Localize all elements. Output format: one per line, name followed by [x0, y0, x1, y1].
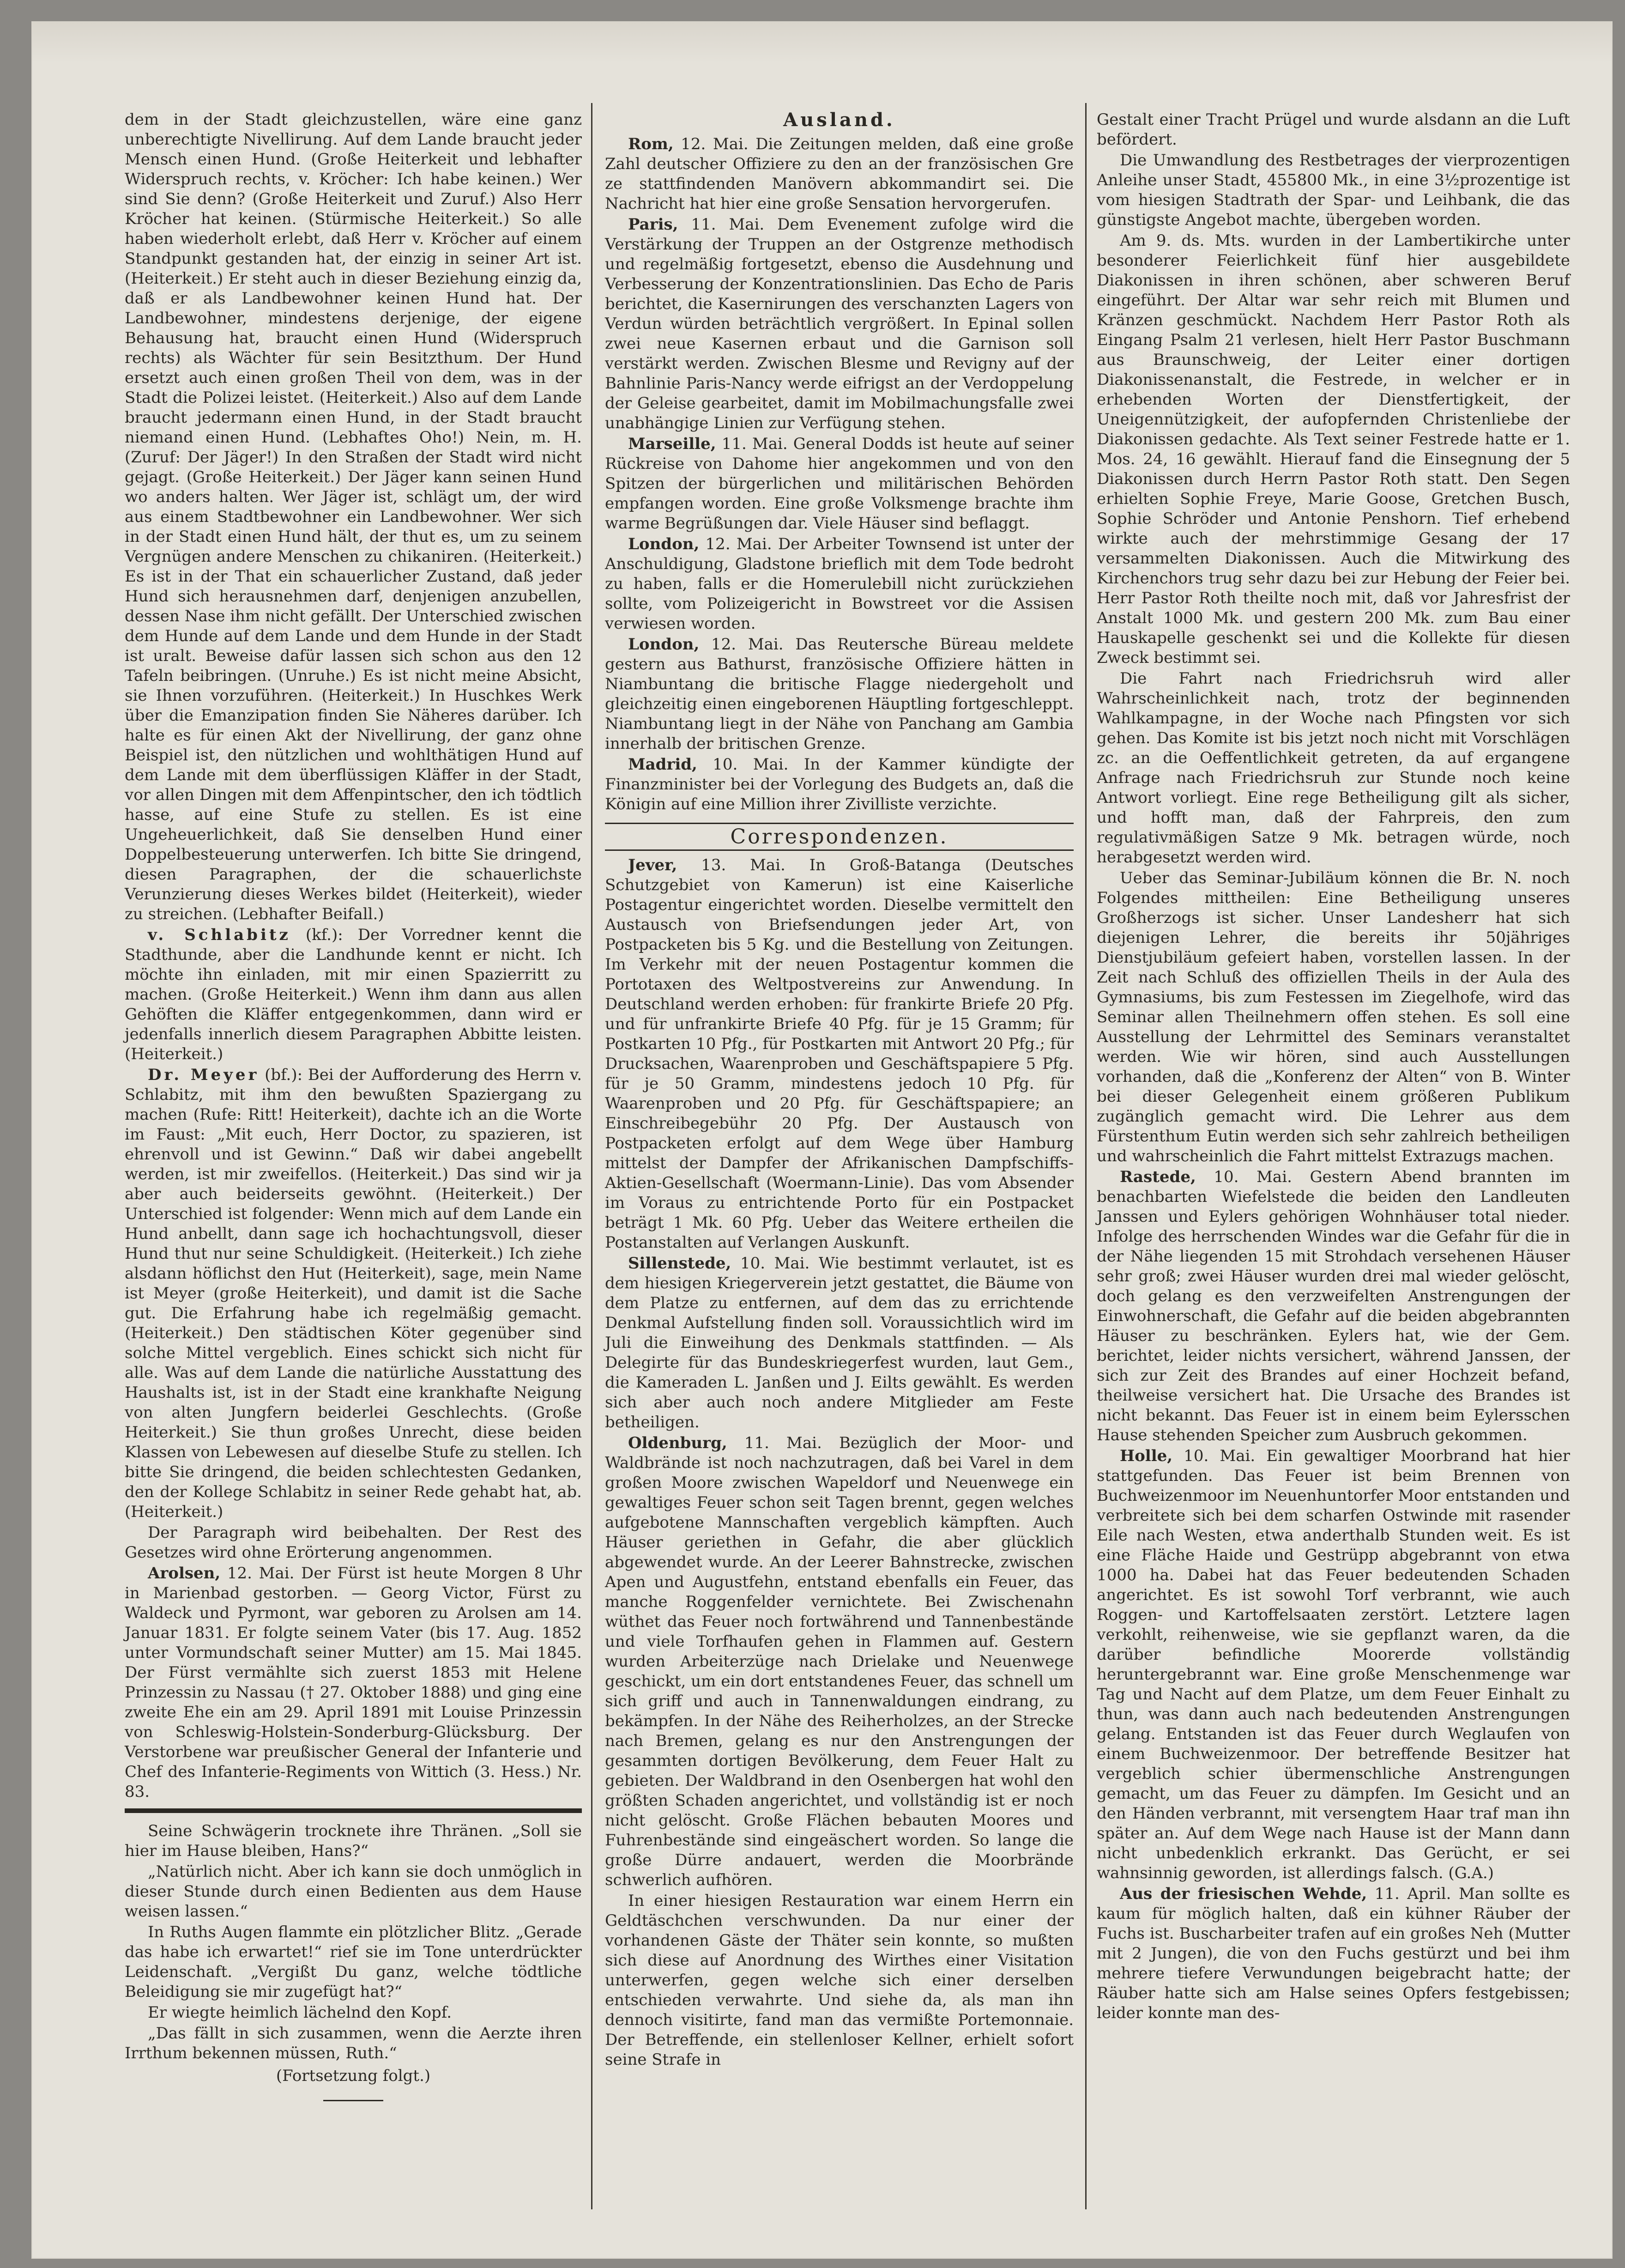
news-item: Die Umwandlung des Restbetrages der vierprozentigen Anleihe unser Stadt, 455800 Mk., in eine 3½prozentige ist vom hiesigen Stadtrath der Spar- und Leihbank, die das günstigste Angebot machte, übergeben worden.	[1097, 151, 1570, 229]
dateline-place: Aus der friesischen Wehde,	[1120, 1885, 1367, 1903]
speech-text: (bf.): Bei der Aufforderung des Herrn v. Schlabitz, mit ihm den bewußten Spaziergang zu machen (Rufe: Ritt! Heiterkeit), dachte ich an die Worte im Faust: „Mit euch, Herr Doctor, zu spazieren, ist ehrenvoll und ist Gewinn.“ Daß wir dabei angebellt werden, ist mir zweifellos. (Heiterkeit.) Das sind wir ja aber auch beiderseits gewöhnt. (Heiterkeit.) Der Unterschied ist folgender: Wenn mich auf dem Lande ein Hund anbellt, dann sage ich hochachtungsvoll, dieser Hund thut nur seine Schuldigkeit. (Heiterkeit.) Ich ziehe alsdann höflichst den Hut (Heiterkeit), sage, mein Name ist Meyer (große Heiterkeit), und damit ist die Sache gut. Die Erfahrung habe ich regelmäßig gemacht. (Heiterkeit.) Den städtischen Köter gegenüber sind solche Mittel vergeblich. Eines schickt sich nicht für alle. Was auf dem Lande die natürliche Ausstattung des Haushalts ist, ist in der Stadt eine krankhafte Neigung von alten Jungfern beiderlei Geschlechts. (Große Heiterkeit.) Sie thun großes Unrecht, diese beiden Klassen von Lebewesen auf dieselbe Stufe zu stellen. Ich bitte Sie dringend, die beiden schlechtesten Gedanken, den der Kollege Schlabitz in seiner Rede gehabt hat, ab. (Heiterkeit.)	[125, 1066, 582, 1521]
continued-note: (Fortsetzung folgt.)	[276, 2067, 431, 2085]
feuilleton-paragraph: „Das fällt in sich zusammen, wenn die Aerzte ihren Irrthum bekennen müssen, Ruth.“	[125, 2024, 582, 2062]
feuilleton-paragraph: „Natürlich nicht. Aber ich kann sie doch unmöglich in dieser Stunde durch einen Bedienten aus dem Hause weisen lassen.“	[125, 1862, 582, 1921]
section-heading-ausland: Ausland.	[783, 109, 895, 131]
feuilleton-paragraph: Seine Schwägerin trocknete ihre Thränen. „Soll sie hier im Hause bleiben, Hans?“	[125, 1822, 582, 1860]
news-item	[1097, 1884, 1570, 2023]
news-text: 12. Mai. Das Reutersche Büreau meldete gestern aus Bathurst, französische Offiziere hätten in Niambuntang die britische Flagge niedergeholt und gleichzeitig einen eingeborenen Häuptling fortgeschleppt. Niambuntang liegt in der Nähe von Panchang am Gambia innerhalb der britischen Grenze.	[605, 635, 1074, 753]
speech-text: (kf.): Der Vorredner kennt die Stadthunde, aber die Landhunde kennt er nicht. Ich möchte ihn einladen, mit mir einen Spazierritt zu machen. (Große Heiterkeit.) Wenn ihm dann aus allen Gehöften die Kläffer entgegenkommen, dann wird er jedenfalls innerlich diesem Paragraphen Abbitte leisten. (Heiterkeit.)	[125, 926, 582, 1063]
news-item: Gestalt einer Tracht Prügel und wurde alsdann an die Luft befördert.	[1097, 110, 1570, 149]
news-item: Die Fahrt nach Friedrichsruh wird aller Wahrscheinlichkeit nach, trotz der beginnenden Wahlkampagne, in der Woche nach Pfingsten vor sich gehen. Das Komite ist bis jetzt noch nicht mit Vorschlägen zc. an die Oeffentlichkeit getreten, da auf ergangene Anfrage nach Friedrichsruh zur Stunde noch keine Antwort vorliegt. Eine rege Betheiligung gilt als sicher, und hofft man, daß der Fahrpreis, den zum regulativmäßigen Satze 9 Mk. betragen würde, noch herabgesetzt werden wird.	[1097, 669, 1570, 867]
news-text: 12. Mai. Der Arbeiter Townsend ist unter der Anschuldigung, Gladstone brieflich mit dem Tode bedroht zu haben, falls er die Homerulebill nicht zurückziehen sollte, vom Polizeigericht in Bowstreet vor die Assisen verwiesen worden.	[605, 535, 1074, 633]
dateline-place: Rom,	[628, 135, 674, 153]
column-2	[605, 110, 1074, 2071]
news-text: 12. Mai. Der Fürst ist heute Morgen 8 Uhr in Marienbad gestorben. — Georg Victor, Fürst zu Waldeck und Pyrmont, war geboren zu Arolsen am 14. Januar 1831. Er folgte seinem Vater (bis 17. Aug. 1852 unter Vormundschaft seiner Mutter) am 15. Mai 1845. Der Fürst vermählte sich zuerst 1853 mit Helene Prinzessin zu Nassau († 27. Oktober 1888) und ging eine zweite Ehe ein am 29. April 1891 mit Louise Prinzessin von Schleswig-Holstein-Sonderburg-Glücksburg. Der Verstorbene war preußischer General der Infanterie und Chef des Infanterie-Regiments von Wittich (3. Hess.) Nr. 83.	[125, 1564, 582, 1801]
news-item	[605, 434, 1074, 534]
end-rule	[323, 2100, 383, 2101]
section-heading-correspondenzen: Correspondenzen.	[605, 823, 1074, 851]
news-item	[605, 134, 1074, 214]
dateline-place: Jever,	[628, 856, 677, 874]
news-item	[605, 215, 1074, 433]
dateline-place: London,	[628, 535, 700, 553]
news-text: 10. Mai. Gestern Abend brannten im benachbarten Wiefelstede die beiden den Landleuten Janssen und Eylers gehörigen Wohnhäuser total nieder. Infolge des herrschenden Windes war die Gefahr für die in der Nähe liegenden 15 mit Strohdach versehenen Häuser sehr groß; zwei Häuser wurden drei mal wieder gelöscht, doch gelang es den verzweifelten Anstrengungen der Einwohnerschaft, die Gefahr auf die beiden abgebrannten Häuser zu beschränken. Eylers hat, wie der Gem. berichtet, leider nichts versichert, während Janssen, der sich zur Zeit des Brandes auf einer Hochzeit befand, theilweise versichert hat. Die Ursache des Brandes ist nicht bekannt. Das Feuer ist in einem beim Eylersschen Hause stehenden Speicher zum Ausbruch gekommen.	[1097, 1168, 1570, 1444]
speaker-name: Dr. Meyer	[148, 1066, 260, 1084]
column-rule	[591, 103, 592, 2209]
dateline-place: Sillenstede,	[628, 1254, 731, 1273]
news-item	[605, 755, 1074, 814]
news-text: 11. Mai. Dem Evenement zufolge wird die Verstärkung der Truppen an der Ostgrenze methodisch und regelmäßig fortgesetzt, ebenso die Ausdehnung und Verbesserung der Konzentrationslinien. Das Echo de Paris berichtet, die Kasernirungen des verschanzten Lagers von Verdun würden beträchtlich vergrößert. In Epinal sollen zwei neue Kasernen erbaut und die Garnison soll verstärkt werden. Zwischen Blesme und Revigny auf der Bahnlinie Paris-Nancy werde eifrigst an der Verdoppelung der Geleise gearbeitet, damit im Mobilmachungsfalle zwei unabhängige Linien zur Verfügung stehen.	[605, 215, 1074, 432]
news-item: In einer hiesigen Restauration war einem Herrn ein Geldtäschchen verschwunden. Da nur einer der vorhandenen Gäste der Thäter sein konnte, so mußten sich diese auf Anordnung des Wirthes einer Visitation unterwerfen, gegen welche sich einer derselben entschieden verwahrte. Und siehe da, als man ihn dennoch visitirte, fand man das vermißte Portemonnaie. Der Betreffende, ein stellenloser Kellner, erhielt sofort seine Strafe in	[605, 1892, 1074, 2069]
news-text: 11. Mai. General Dodds ist heute auf seiner Rückreise von Dahome hier angekommen und von den Spitzen der bürgerlichen und militärischen Behörden empfangen worden. Eine große Volksmenge brachte ihm warme Begrüßungen dar. Viele Häuser sind beflaggt.	[605, 435, 1074, 533]
news-item	[605, 1433, 1074, 1890]
article-paragraph: dem in der Stadt gleichzustellen, wäre eine ganz unberechtigte Nivellirung. Auf dem Lande braucht jeder Mensch einen Hund. (Große Heiterkeit und lebhafter Widerspruch rechts, v. Kröcher: Ich habe keinen.) Wer sind Sie denn? (Große Heiterkeit und Zuruf.) Also Herr Kröcher hat keinen. (Stürmische Heiterkeit.) So alle haben wiederholt erlebt, daß Herr v. Kröcher auf einem Standpunkt gestanden hat, der einzig in seiner Art ist. (Heiterkeit.) Er steht auch in dieser Beziehung einzig da, daß er als Landbewohner keinen Hund hat. Der Landbewohner, mindestens derjenige, der eigene Behausung hat, braucht einen Hund (Widerspruch rechts) als Wächter für sein Besitzthum. Der Hund ersetzt auch einen großen Theil von dem, was in der Stadt die Polizei leistet. (Heiterkeit.) Also auf dem Lande braucht jedermann einen Hund, in der Stadt braucht niemand einen Hund. (Lebhaftes Oho!) Nein, m. H. (Zuruf: Der Jäger!) In den Straßen der Stadt wird nicht gejagt. (Große Heiterkeit.) Der Jäger kann seinen Hund wo anders halten. Wer Jäger ist, schlägt um, der wird aus einem Stadtbewohner ein Landbewohner. Wer sich in der Stadt einen Hund hält, der thut es, um zu seinem Vergnügen andere Menschen zu chikaniren. (Heiterkeit.) Es ist in der That ein schauerlicher Zustand, daß jeder Hund sich herausnehmen darf, denjenigen anzubellen, dessen Nase ihm nicht gefällt. Der Unterschied zwischen dem Hunde auf dem Lande und dem Hunde in der Stadt ist uralt. Beweise dafür lassen sich schon aus den 12 Tafeln beibringen. (Unruhe.) Es ist nicht meine Absicht, sie Ihnen vorzuführen. (Heiterkeit.) In Huschkes Werk über die Emanzipation finden Sie Näheres darüber. Ich halte es für einen Akt der Nivellirung, der ganz ohne Beispiel ist, den nützlichen und wohlthätigen Hund auf dem Lande mit dem überflüssigen Kläffer in der Stadt, vor allen Dingen mit dem Affenpintscher, den ich tödtlich hasse, auf eine Stufe zu stellen. Es ist eine Ungeheuerlichkeit, daß Sie denselben Hund einer Doppelbesteuerung unterwerfen. Ich bitte Sie dringend, diesen Paragraphen, der die schauerlichste Verunzierung dieses Werkes bildet (Heiterkeit), wieder zu streichen. (Lebhafter Beifall.)	[125, 110, 582, 923]
feuilleton-divider	[125, 1808, 582, 1813]
column-1	[125, 110, 582, 2101]
news-item: Ueber das Seminar-Jubiläum können die Br. N. noch Folgendes mittheilen: Eine Betheiligung unseres Großherzogs ist sicher. Unser Landesherr hat sich diejenigen Lehrer, die bereits ihr 50jähriges Dienstjubiläum gefeiert haben, vorstellen lassen. In der Zeit nach Schluß des offiziellen Theils in der Aula des Gymnasiums, bis zum Festessen im Ziegelhofe, wird das Seminar allen Theilnehmern offen stehen. Es soll eine Ausstellung der Lehrmittel des Seminars veranstaltet werden. Wie wir hören, sind auch Ausstellungen vorhanden, daß die „Konferenz der Alten“ von B. Winter bei dieser Gelegenheit einem größeren Publikum zugänglich gemacht wird. Die Lehrer aus dem Fürstenthum Eutin werden sich sehr zahlreich betheiligen und wahrscheinlich die Fahrt mittelst Extrazugs machen.	[1097, 869, 1570, 1165]
news-item	[605, 855, 1074, 1253]
news-text: 13. Mai. In Groß-Batanga (Deutsches Schutzgebiet von Kamerun) ist eine Kaiserliche Postagentur eingerichtet worden. Dieselbe vermittelt den Austausch von Briefsendungen jeder Art, von Postpacketen bis 5 Kg. und die Bestellung von Zeitungen. Im Verkehr mit der neuen Postagentur kommen die Portotaxen des Weltpostvereins zur Anwendung. In Deutschland werden erhoben: für frankirte Briefe 20 Pfg. und für unfrankirte Briefe 40 Pfg. für je 15 Gramm; für Postkarten 10 Pfg., für Postkarten mit Antwort 20 Pfg.; für Drucksachen, Waarenproben und Geschäftspapiere 5 Pfg. für je 50 Gramm, mindestens jedoch 10 Pfg. für Waarenproben und 20 Pfg. für Geschäftspapiere; an Einschreibegebühr 20 Pfg. Der Austausch von Postpacketen erfolgt auf dem Wege über Hamburg mittelst der Dampfer der Afrikanischen Dampfschiffs-Aktien-Gesellschaft (Woermann-Linie). Das vom Absender im Voraus zu entrichtende Porto für ein Postpacket beträgt 1 Mk. 60 Pfg. Ueber das Weitere ertheilen die Postanstalten auf Verlangen Auskunft.	[605, 856, 1074, 1252]
news-text: 11. Mai. Bezüglich der Moor- und Waldbrände ist noch nachzutragen, daß bei Varel in dem großen Moore zwischen Wapeldorf und Neuenwege ein gewaltiges Feuer schon seit Tagen brennt, gegen welches aufgebotene Mannschaften vergeblich kämpften. Auch Häuser geriethen in Gefahr, die aber glücklich abgewendet wurde. An der Leerer Bahnstrecke, zwischen Apen und Augustfehn, entstand ebenfalls ein Feuer, das manche Roggenfelder vernichtete. Bei Zwischenahn wüthet das Feuer noch fortwährend und Tannenbestände und viele Torfhaufen gehen in Flammen auf. Gestern wurden Arbeiterzüge nach Drielake und Neuenwege geschickt, um ein dort entstandenes Feuer, das schnell um sich griff und auch in Tannenwaldungen eindrang, zu bekämpfen. In der Nähe des Reiherholzes, an der Strecke nach Bremen, gelang es nur den Anstrengungen der gesammten dortigen Bevölkerung, dem Feuer Halt zu gebieten. Der Waldbrand in den Osenbergen hat wohl den größten Schaden angerichtet, und vollständig ist er noch nicht gelöscht. Große Flächen bebauten Moores und Fuhrenbestände sind eingeäschert worden. So lange die große Dürre andauert, werden die Moorbrände schwerlich aufhören.	[605, 1434, 1074, 1889]
news-item	[605, 635, 1074, 754]
news-text: 10. Mai. In der Kammer kündigte der Finanzminister bei der Vorlegung des Budgets an, daß die Königin auf eine Million ihrer Zivilliste verzichte.	[605, 755, 1074, 813]
news-text: 10. Mai. Wie bestimmt verlautet, ist es dem hiesigen Kriegerverein jetzt gestattet, die Bäume von dem Platze zu entfernen, auf dem das zu errichtende Denkmal Aufstellung finden soll. Voraussichtlich wird im Juli die Einweihung des Denkmals stattfinden. — Als Delegirte für das Bundeskriegerfest wurden, laut Gem., die Kameraden L. Janßen und J. Eilts gewählt. Es werden sich aber auch noch andere Mitglieder am Feste betheiligen.	[605, 1254, 1074, 1431]
article-paragraph: Der Paragraph wird beibehalten. Der Rest des Gesetzes wird ohne Erörterung angenommen.	[125, 1523, 582, 1562]
dateline-place: London,	[628, 635, 700, 654]
newspaper-page	[32, 22, 1612, 2258]
article-paragraph	[125, 925, 582, 1064]
dateline-place: Oldenburg,	[628, 1434, 727, 1452]
column-3	[1097, 110, 1570, 2024]
news-item: Am 9. ds. Mts. wurden in der Lambertikirche unter besonderer Feierlichkeit fünf hier ausgebildete Diakonissen in ihren schönen, aber schweren Beruf eingeführt. Der Altar war sehr reich mit Blumen und Kränzen geschmückt. Nachdem Herr Pastor Roth als Eingang Psalm 21 verlesen, hielt Herr Pastor Buschmann aus Braunschweig, der Leiter einer dortigen Diakonissenanstalt, die Festrede, in welcher er in erhebenden Worten der Dienstfertigkeit, der Uneigennützigkeit, der aufopfernden Christenliebe der Diakonissen gedachte. Als Text seiner Festrede hatte er 1. Mos. 24, 16 gewählt. Hierauf fand die Einsegnung der 5 Diakonissen durch Herrn Pastor Roth statt. Den Segen erhielten Sophie Freye, Marie Goose, Gretchen Busch, Sophie Schröder und Antonie Penshorn. Tief erhebend wirkte auch der mehrstimmige Gesang der 17 versammelten Diakonissen. Auch die Mitwirkung des Kirchenchors trug sehr dazu bei zur Hebung der Feier bei. Herr Pastor Roth theilte noch mit, daß vor Jahresfrist der Anstalt 1000 Mk. und gestern 200 Mk. zum Bau einer Hauskapelle geschenkt sei und die Kollekte für diesen Zweck bestimmt sei.	[1097, 231, 1570, 667]
column-rule	[1085, 103, 1087, 2209]
news-item	[1097, 1446, 1570, 1883]
news-text: 12. Mai. Die Zeitungen melden, daß eine große Zahl deutscher Offiziere zu den an der französischen Gre ze stattfindenden Manövern abkommandirt sei. Die Nachricht hat hier eine große Sensation hervorgerufen.	[605, 135, 1074, 213]
dateline-place: Rastede,	[1120, 1168, 1196, 1186]
article-paragraph	[125, 1065, 582, 1522]
article-paragraph	[125, 1564, 582, 1802]
dateline-place: Marseille,	[628, 435, 716, 453]
news-item	[1097, 1167, 1570, 1445]
news-item	[605, 1254, 1074, 1432]
dateline-place: Madrid,	[628, 755, 697, 774]
dateline-place: Holle,	[1120, 1447, 1173, 1465]
feuilleton-paragraph: Er wiegte heimlich lächelnd den Kopf.	[148, 2003, 452, 2022]
speaker-name: v. Schlabitz	[148, 926, 291, 944]
news-text: 11. April. Man sollte es kaum für möglich halten, daß ein kühner Räuber der Fuchs ist. Buscharbeiter trafen auf ein großes Neh (Mutter mit 2 Jungen), die von den Fuchs gestürzt und bei ihm mehrere tiefere Verwundungen beigebracht hatte; der Räuber hatte sich am Halse seines Opfers festgebissen; leider konnte man des-	[1097, 1885, 1570, 2022]
scan-edge	[32, 22, 1612, 63]
dateline-place: Paris,	[628, 215, 678, 234]
dateline-place: Arolsen,	[148, 1564, 221, 1583]
news-text: 10. Mai. Ein gewaltiger Moorbrand hat hier stattgefunden. Das Feuer ist beim Brennen von Buchweizenmoor im Neuenhuntorfer Moor entstanden und verbreitete sich bei dem scharfen Ostwinde mit rasender Eile nach Westen, etwa anderthalb Stunden weit. Es ist eine Fläche Haide und Gestrüpp abgebrannt von etwa 1000 ha. Dabei hat das Feuer bedeutenden Schaden angerichtet. Es ist sowohl Torf verbrannt, wie auch Roggen- und Kartoffelsaaten zerstört. Letztere lagen verkohlt, reihenweise, wie sie gepflanzt waren, da die darüber befindliche Moorerde vollständig heruntergebrannt war. Eine große Menschenmenge war Tag und Nacht auf dem Platze, um dem Feuer Einhalt zu thun, was dann auch nach bedeutenden Anstrengungen gelang. Entstanden ist das Feuer durch Weglaufen von einem Buchweizenmoor. Der betreffende Besitzer hat vergeblich schier übermenschliche Anstrengungen gemacht, um das Feuer zu dämpfen. Im Gesicht und an den Händen verbrannt, mit versengtem Haar traf man ihn später an. Auf dem Wege nach Hause ist der Mann dann nicht unbedenklich erkrankt. Das Gerücht, er sei wahnsinnig geworden, ist allerdings falsch. (G.A.)	[1097, 1447, 1570, 1882]
feuilleton-paragraph: In Ruths Augen flammte ein plötzlicher Blitz. „Gerade das habe ich erwartet!“ rief sie im Tone unterdrückter Leidenschaft. „Vergißt Du ganz, welche tödtliche Beleidigung sie mir zugefügt hat?“	[125, 1923, 582, 2001]
news-item	[605, 534, 1074, 634]
